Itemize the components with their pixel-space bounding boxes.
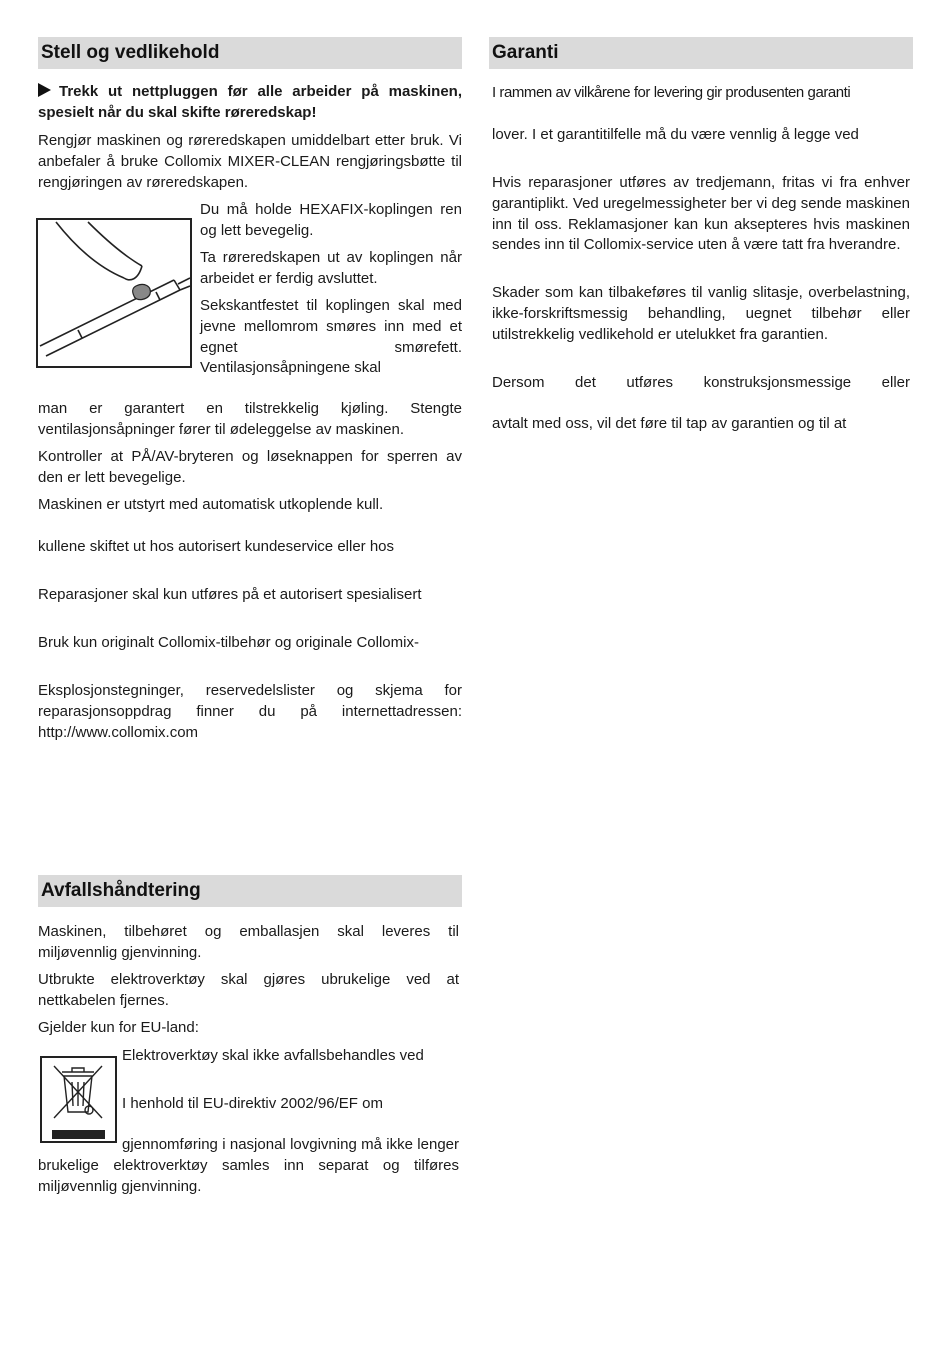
crossed-out-wheelie-bin-icon: [40, 1056, 117, 1143]
paragraph-hexafix: Du må holde HEXAFIX-koplingen ren og lett bevegelig.: [200, 201, 462, 239]
paragraph-warranty-terms: I rammen av vilkårene for levering gir produsenten garanti: [492, 84, 851, 101]
paragraph-loss-of-warranty: avtalt med oss, vil det føre til tap av garantien og til at: [492, 415, 847, 432]
paragraph-brush-service: kullene skiftet ut hos autorisert kundeservice eller hos: [38, 538, 395, 555]
section-title-care: Stell og vedlikehold: [38, 37, 462, 69]
section-title-disposal: Avfallshåndtering: [38, 875, 462, 907]
paragraph-disable-tools: Utbrukte elektroverktøy skal gjøres ubrukelige ved at nettkabelen fjernes.: [38, 971, 459, 1009]
paragraph-warranty-proof: lover. I et garantitilfelle må du være vennlig å legge ved: [492, 126, 859, 143]
paragraph-carbon-brushes: Maskinen er utstyrt med automatisk utkoplende kull.: [38, 496, 384, 513]
paragraph-repairs: Reparasjoner skal kun utføres på et autorisert spesialisert: [38, 586, 422, 603]
paragraph-eu-directive: I henhold til EU-direktiv 2002/96/EF om: [122, 1095, 383, 1112]
paragraph-cleaning: Rengjør maskinen og røreredskapen umiddelbart etter bruk. Vi anbefaler å bruke Collomix MIXER-CLEAN rengjøringsbøtte til rengjøringen av røreredskapen.: [38, 132, 462, 191]
paragraph-national-law: gjennomføring i nasjonal lovgivning må ikke lenger brukelige elektroverktøy samles inn separat og tilføres miljøvennlig gjenvinning.: [38, 1136, 459, 1195]
section-title-warranty: Garanti: [489, 37, 913, 69]
paragraph-recycling: Maskinen, tilbehøret og emballasjen skal leveres til miljøvennlig gjenvinning.: [38, 923, 459, 961]
paragraph-cooling: man er garantert en tilstrekkelig kjøling. Stengte ventilasjonsåpninger fører til ødeleggelse av maskinen.: [38, 400, 462, 438]
warning-text: Trekk ut nettpluggen før alle arbeider på maskinen, spesielt når du skal skifte røreredskap!: [38, 83, 462, 121]
paragraph-modifications: Dersom det utføres konstruksjonsmessige eller: [492, 374, 910, 391]
paragraph-drawings-link: Eksplosjonstegninger, reservedelslister og skjema for reparasjonsoppdrag finner du på internettadressen: http://www.collomix.com: [38, 682, 462, 741]
paragraph-eu-only: Gjelder kun for EU-land:: [38, 1019, 199, 1036]
paragraph-third-party-repairs: Hvis reparasjoner utføres av tredjemann, fritas vi fra enhver garantiplikt. Ved uregelmessigheter ber vi deg sende maskinen inn til oss. Reklamasjoner kan kun aksepteres hvis maskinen sendes inn til Collomix-service uten å være tatt fra hverandre.: [492, 174, 910, 254]
paragraph-switch-check: Kontroller at PÅ/AV-bryteren og løseknappen for sperren av den er lett bevegelige.: [38, 448, 462, 486]
paragraph-exclusions: Skader som kan tilbakeføres til vanlig slitasje, overbelastning, ikke-forskriftsmessig behandling, uegnet tilbehør eller utilstrekkelig vedlikehold er utelukket fra garantien.: [492, 284, 910, 343]
grease-coupling-illustration: [36, 218, 192, 368]
paragraph-no-household-waste: Elektroverktøy skal ikke avfallsbehandles ved: [122, 1047, 424, 1064]
paragraph-remove-tool: Ta røreredskapen ut av koplingen når arbeidet er ferdig avsluttet.: [200, 249, 462, 287]
paragraph-lubrication: Sekskantfestet til koplingen skal med jevne mellomrom smøres inn med et egnet smørefett. Ventilasjonsåpningene skal: [200, 297, 462, 377]
triangle-right-icon: [38, 83, 51, 97]
paragraph-original-parts: Bruk kun originalt Collomix-tilbehør og originale Collomix-: [38, 634, 419, 651]
